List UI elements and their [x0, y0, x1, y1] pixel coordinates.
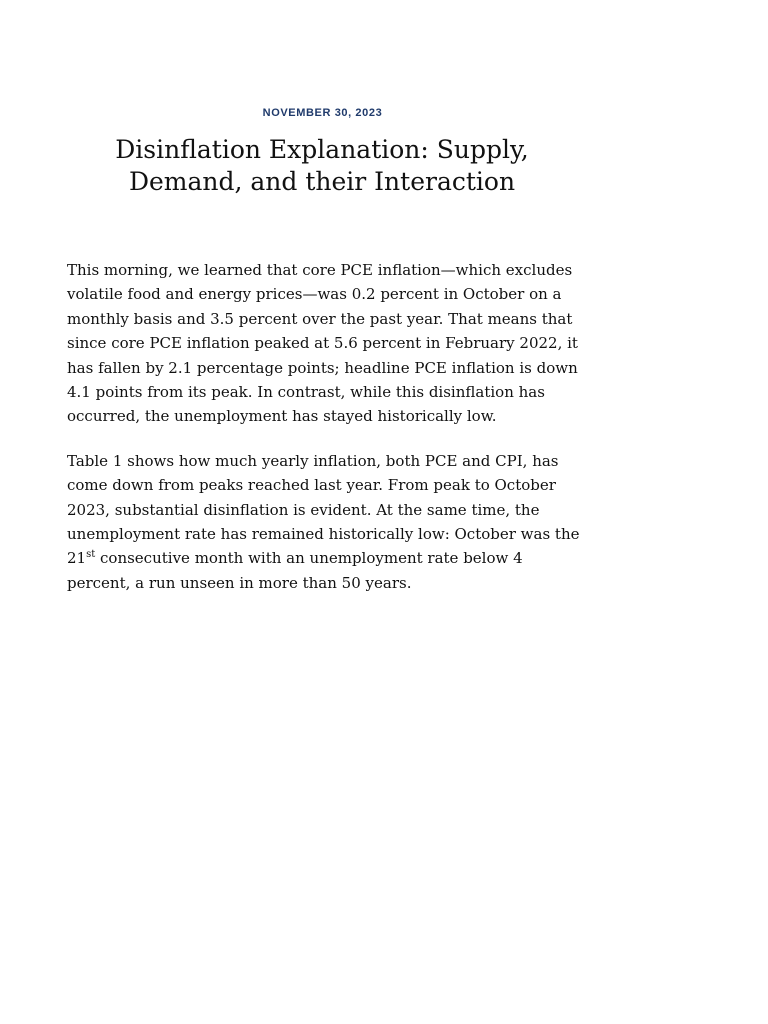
article-title: Disinflation Explanation: Supply, Demand, and their Interaction — [115, 135, 529, 196]
paragraph-2-text-after: consecutive month with an unemployment rate below 4 percent, a run unseen in more than 50 years. — [67, 549, 523, 592]
paragraph-2 — [67, 449, 582, 595]
ordinal-superscript: st — [86, 549, 96, 561]
article-date: NOVEMBER 30, 2023 — [262, 107, 383, 119]
paragraph-1: This morning, we learned that core PCE inflation—which excludes volatile food and energy prices—was 0.2 percent in October on a monthly basis and 3.5 percent over the past year. That means that since core PCE inflation peaked at 5.6 percent in February 2022, it has fallen by 2.1 percentage points; headline PCE inflation is down 4.1 points from its peak. In contrast, while this disinflation has occurred, the unemployment has stayed historically low. — [67, 261, 578, 426]
paragraph-2-text-before: Table 1 shows how much yearly inflation, both PCE and CPI, has come down from peaks reached last year. From peak to October 2023, substantial disinflation is evident. At the same time, the unemployment rate has remained historically low: October was the 21 — [67, 451, 580, 568]
article-body — [67, 258, 582, 615]
